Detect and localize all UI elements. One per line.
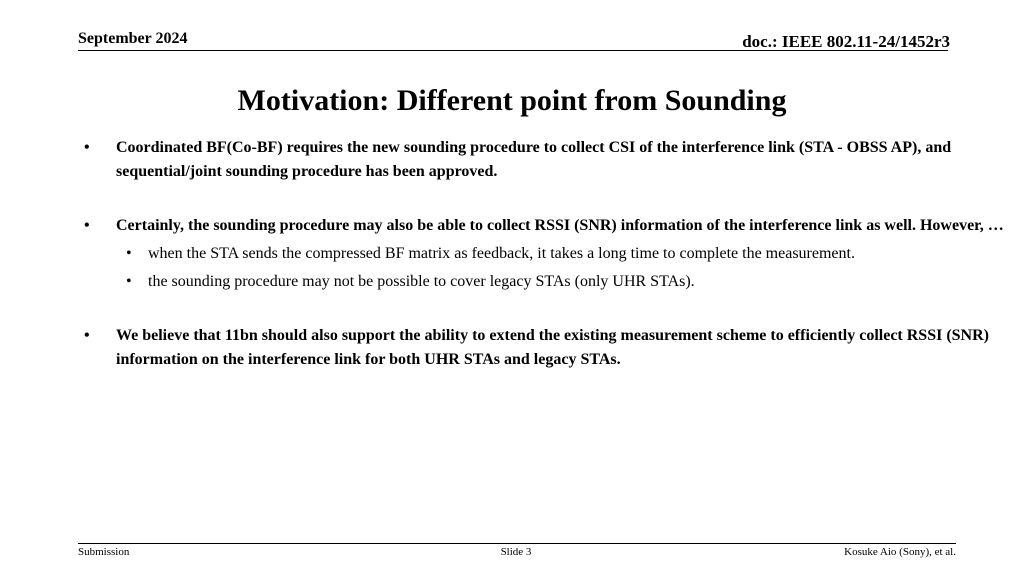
slide-body (84, 136, 1004, 372)
bullet-1 (84, 136, 1004, 184)
bullet-3-text: We believe that 11bn should also support the ability to extend the existing measurement scheme to efficiently collect RSSI (SNR) information on the interference link for both UHR STAs and legacy STAs. (116, 327, 989, 368)
sub-bullet-2-1 (84, 242, 1004, 266)
slide-title: Motivation: Different point from Sounding (237, 84, 787, 117)
sub-bullet-2-2-text: the sounding procedure may not be possible to cover legacy STAs (only UHR STAs). (148, 273, 695, 290)
footer-slide-number: Slide 3 (500, 546, 532, 558)
bullet-dot: • (84, 327, 90, 344)
header-divider (78, 50, 948, 51)
footer-submission: Submission (78, 546, 130, 558)
bullet-dot: • (84, 139, 90, 156)
bullet-1-text: Coordinated BF(Co-BF) requires the new sounding procedure to collect CSI of the interference link (STA - OBSS AP), and sequential/joint sounding procedure has been approved. (116, 139, 952, 180)
header-doc-id: doc.: IEEE 802.11-24/1452r3 (742, 32, 950, 51)
bullet-dot: • (84, 217, 90, 234)
bullet-3 (84, 324, 1004, 372)
header-date: September 2024 (78, 30, 188, 47)
bullet-2 (84, 214, 1004, 238)
sub-bullet-2-1-text: when the STA sends the compressed BF matrix as feedback, it takes a long time to complete the measurement. (148, 245, 855, 262)
bullet-2-text: Certainly, the sounding procedure may also be able to collect RSSI (SNR) information of the interference link as well. However, … (116, 217, 1004, 234)
sub-bullet-2-2 (84, 270, 1004, 294)
footer-author: Kosuke Aio (Sony), et al. (844, 546, 956, 558)
sub-bullet-dot: • (126, 273, 132, 290)
sub-bullet-dot: • (126, 245, 132, 262)
footer-divider (78, 543, 956, 544)
